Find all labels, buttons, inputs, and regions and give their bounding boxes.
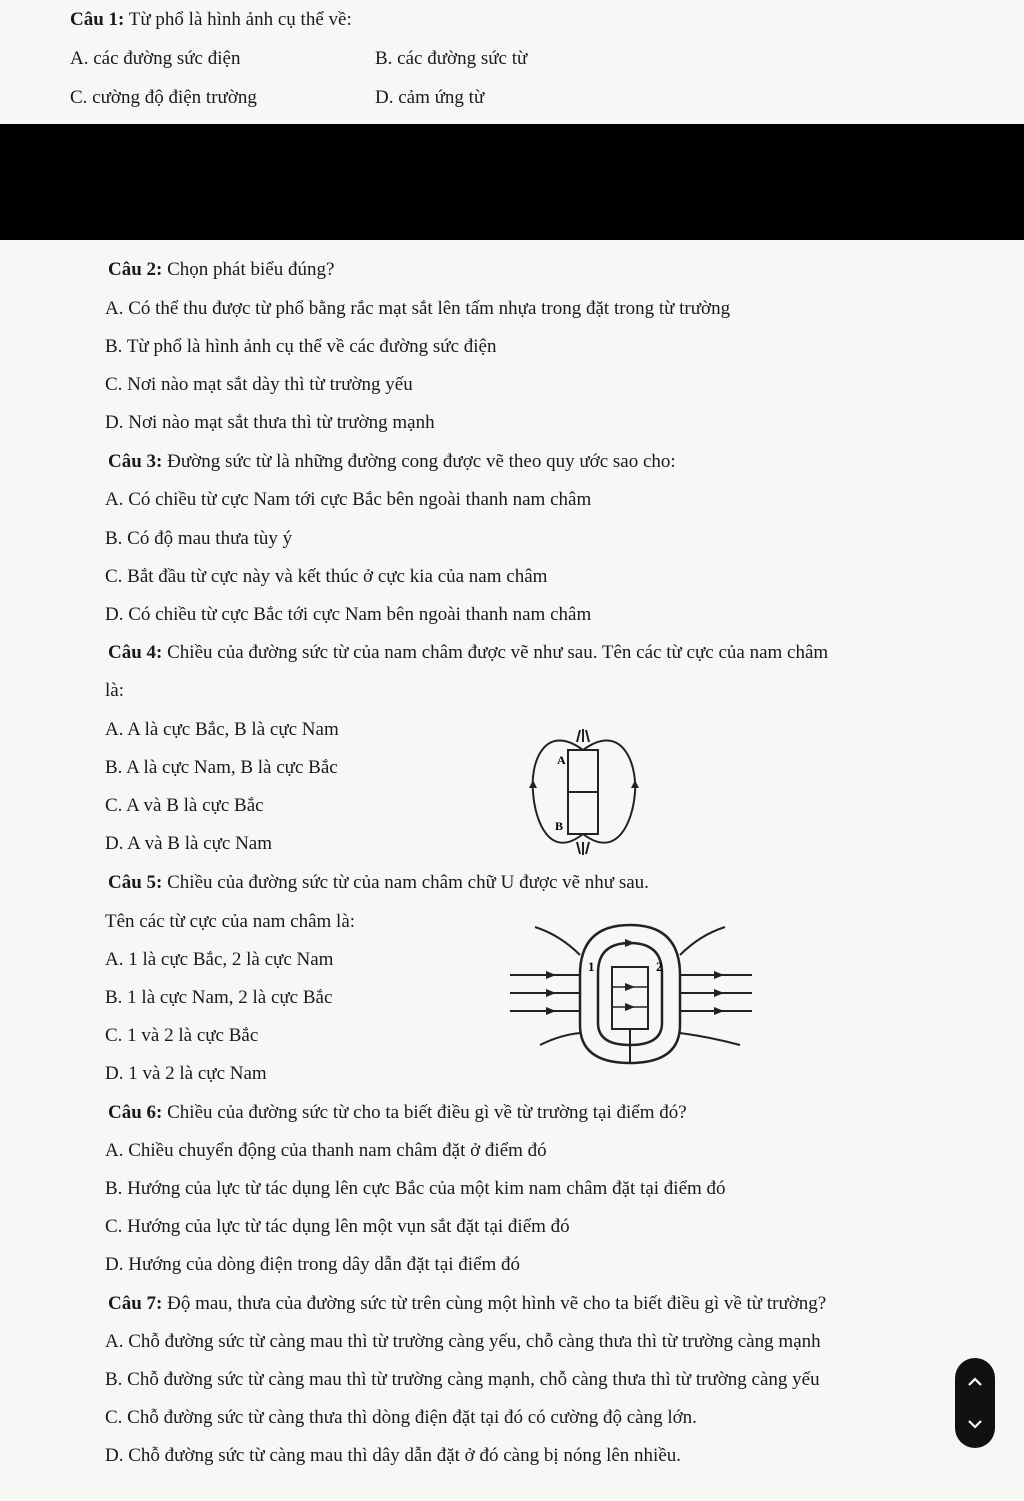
arrow-icon	[714, 971, 724, 979]
left-curve-top	[535, 927, 580, 955]
q2-option-d: D. Nơi nào mạt sắt thưa thì từ trường mạnh	[105, 412, 435, 433]
fig-label-b: B	[555, 819, 564, 833]
q7-option-d: D. Chỗ đường sức từ càng mau thì dây dẫn đặt ở đó càng bị nóng lên nhiều.	[105, 1445, 682, 1466]
q3-text: Đường sức từ là những đường cong được vẽ theo quy ước sao cho:	[162, 451, 676, 472]
q6-stem	[108, 1101, 687, 1125]
q3-label: Câu 3:	[108, 451, 163, 472]
q1-stem	[70, 8, 352, 32]
q5-stem-continued: Tên các từ cực của nam châm là:	[105, 911, 356, 932]
fig-label-2: 2	[656, 959, 663, 974]
q5-option-d: D. 1 và 2 là cực Nam	[105, 1063, 267, 1084]
bottom-field-stubs	[577, 842, 589, 855]
scroll-controls	[955, 1358, 995, 1448]
q4-option-d: D. A và B là cực Nam	[105, 833, 273, 854]
top-field-stubs	[577, 729, 589, 742]
q4-option-c: C. A và B là cực Bắc	[105, 795, 264, 816]
q3-option-a: A. Có chiều từ cực Nam tới cực Bắc bên ngoài thanh nam châm	[105, 489, 592, 510]
q4-label: Câu 4:	[108, 642, 163, 663]
q4-stem	[108, 641, 828, 665]
q5-option-b: B. 1 là cực Nam, 2 là cực Bắc	[105, 987, 333, 1008]
q3-option-c: C. Bắt đầu từ cực này và kết thúc ở cực kia của nam châm	[105, 566, 548, 587]
q6-option-a: A. Chiều chuyển động của thanh nam châm đặt ở điểm đó	[105, 1140, 547, 1161]
q6-option-b: B. Hướng của lực từ tác dụng lên cực Bắc của một kim nam châm đặt tại điểm đó	[105, 1178, 726, 1199]
u-magnet-figure	[500, 915, 760, 1070]
scroll-up-button[interactable]	[955, 1362, 995, 1402]
pole-gap	[612, 967, 648, 1029]
arrow-icon	[546, 971, 556, 979]
q1-option-b: B. các đường sức từ	[375, 48, 528, 69]
q5-stem	[108, 871, 649, 895]
arrow-icon	[714, 1007, 724, 1015]
arrow-icon	[546, 1007, 556, 1015]
q1-label: Câu 1:	[70, 9, 125, 30]
arrow-icon	[714, 989, 724, 997]
left-arrow-icon	[529, 780, 537, 788]
right-curve-bottom	[680, 1033, 740, 1045]
scroll-down-button[interactable]	[955, 1404, 995, 1444]
arrow-icon	[625, 1003, 635, 1011]
q6-text: Chiều của đường sức từ cho ta biết điều gì về từ trường tại điểm đó?	[162, 1102, 687, 1123]
q6-option-d: D. Hướng của dòng điện trong dây dẫn đặt tại điểm đó	[105, 1254, 521, 1275]
q4-text: Chiều của đường sức từ của nam châm được vẽ như sau. Tên các từ cực của nam châm	[162, 642, 829, 663]
q3-option-d: D. Có chiều từ cực Bắc tới cực Nam bên ngoài thanh nam châm	[105, 604, 592, 625]
fig-label-1: 1	[588, 959, 595, 974]
right-arrow-icon	[631, 780, 639, 788]
arrow-icon	[546, 989, 556, 997]
bar-magnet-figure	[525, 722, 645, 862]
q2-option-c: C. Nơi nào mạt sắt dày thì từ trường yếu	[105, 374, 413, 395]
q5-option-c: C. 1 và 2 là cực Bắc	[105, 1025, 259, 1046]
q4-option-a: A. A là cực Bắc, B là cực Nam	[105, 719, 339, 740]
q1-option-d: D. cảm ứng từ	[375, 87, 485, 108]
q4-option-b: B. A là cực Nam, B là cực Bắc	[105, 757, 338, 778]
q2-text: Chọn phát biểu đúng?	[162, 259, 335, 280]
q5-label: Câu 5:	[108, 872, 163, 893]
q3-stem	[108, 450, 676, 474]
q1-text: Từ phổ là hình ảnh cụ thể về:	[124, 9, 352, 30]
q2-option-b: B. Từ phổ là hình ảnh cụ thể về các đường sức điện	[105, 336, 497, 357]
q6-option-c: C. Hướng của lực từ tác dụng lên một vụn sắt đặt tại điểm đó	[105, 1216, 570, 1237]
q5-text: Chiều của đường sức từ của nam châm chữ U được vẽ như sau.	[162, 872, 649, 893]
q2-label: Câu 2:	[108, 259, 163, 280]
arrow-icon	[625, 939, 635, 947]
q1-option-a: A. các đường sức điện	[70, 48, 241, 69]
q5-option-a: A. 1 là cực Bắc, 2 là cực Nam	[105, 949, 334, 970]
q7-stem	[108, 1292, 826, 1316]
q6-label: Câu 6:	[108, 1102, 163, 1123]
q7-option-c: C. Chỗ đường sức từ càng thưa thì dòng điện đặt tại đó có cường độ càng lớn.	[105, 1407, 697, 1428]
q4-stem-continued: là:	[105, 680, 124, 701]
chevron-down-icon	[966, 1415, 984, 1433]
right-curve-top	[680, 927, 725, 955]
q3-option-b: B. Có độ mau thưa tùy ý	[105, 528, 293, 549]
left-curve-bottom	[540, 1033, 580, 1045]
q7-option-a: A. Chỗ đường sức từ càng mau thì từ trường càng yếu, chỗ càng thưa thì từ trường càng mạnh	[105, 1331, 821, 1352]
q7-option-b: B. Chỗ đường sức từ càng mau thì từ trường càng mạnh, chỗ càng thưa thì từ trường càng yếu	[105, 1369, 820, 1390]
q1-option-c: C. cường độ điện trường	[70, 87, 257, 108]
q2-stem	[108, 258, 334, 282]
q7-label: Câu 7:	[108, 1293, 163, 1314]
q2-option-a: A. Có thể thu được từ phổ bằng rắc mạt sắt lên tấm nhựa trong đặt trong từ trường	[105, 298, 731, 319]
arrow-icon	[625, 983, 635, 991]
chevron-up-icon	[966, 1373, 984, 1391]
q7-text: Độ mau, thưa của đường sức từ trên cùng một hình vẽ cho ta biết điều gì về từ trường?	[162, 1293, 827, 1314]
fig-label-a: A	[557, 753, 566, 767]
